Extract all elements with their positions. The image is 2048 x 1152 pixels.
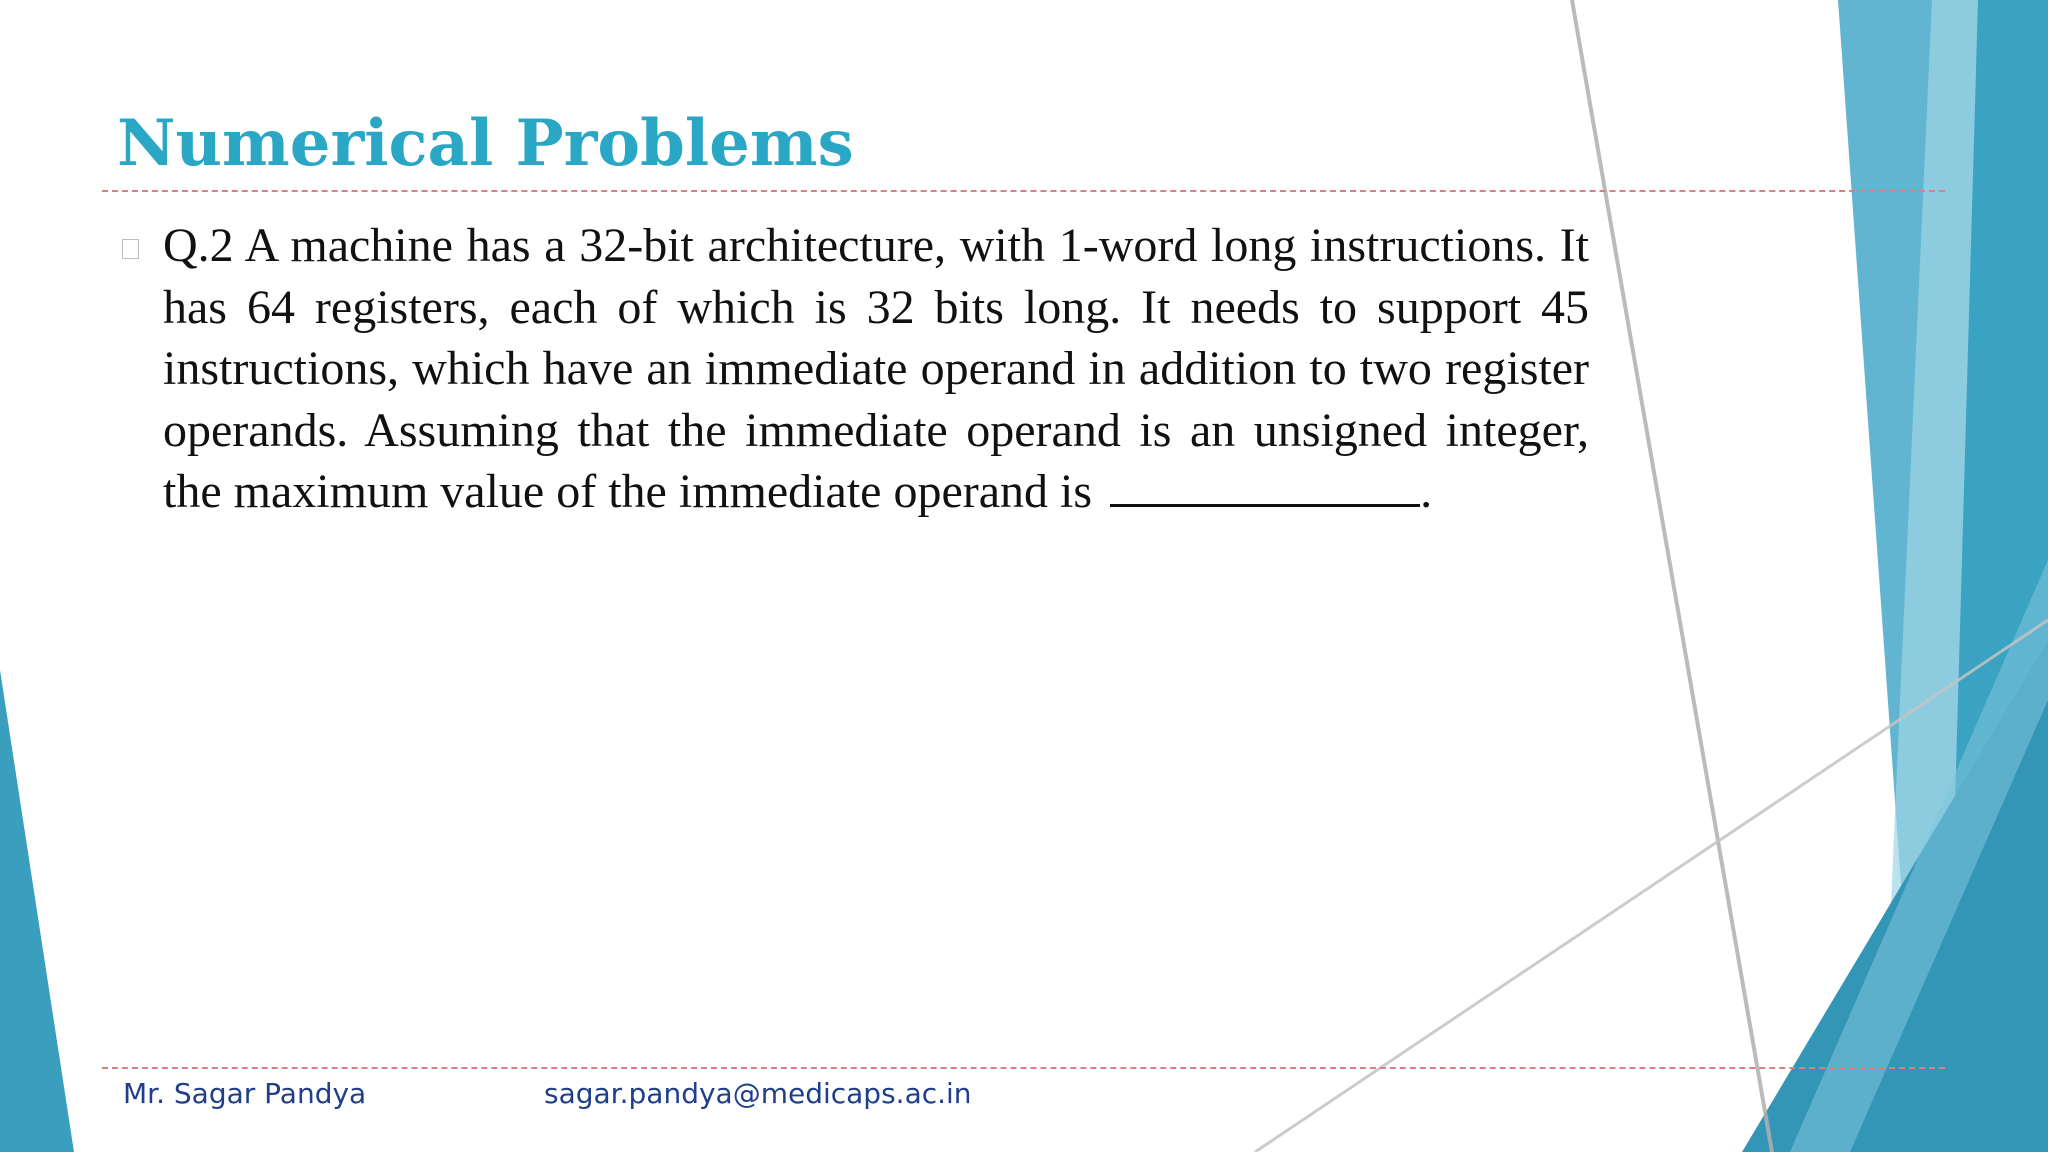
- question-text: [163, 215, 1589, 523]
- question-body: Q.2 A machine has a 32-bit architecture, with 1-word long instructions. It has 64 registers, each of which is 32 bits long. It needs to support 45 instructions, which have an immediate operand in addition to two register operands. Assuming that the immediate operand is an unsigned integer, the maximum value of the immediate operand is: [163, 219, 1589, 518]
- left-decor-triangle: [0, 670, 74, 1152]
- question-end-punctuation: .: [1420, 465, 1433, 518]
- bullet-box-icon: [122, 239, 139, 259]
- diagonal-line-vertical: [1572, 0, 1772, 1152]
- footer-email: sagar.pandya@medicaps.ac.in: [544, 1077, 972, 1110]
- title-divider: [102, 190, 1945, 192]
- slide-title: Numerical Problems: [117, 106, 854, 181]
- footer-divider: [102, 1067, 1945, 1069]
- footer-author: Mr. Sagar Pandya: [123, 1077, 367, 1110]
- answer-blank: [1110, 464, 1420, 507]
